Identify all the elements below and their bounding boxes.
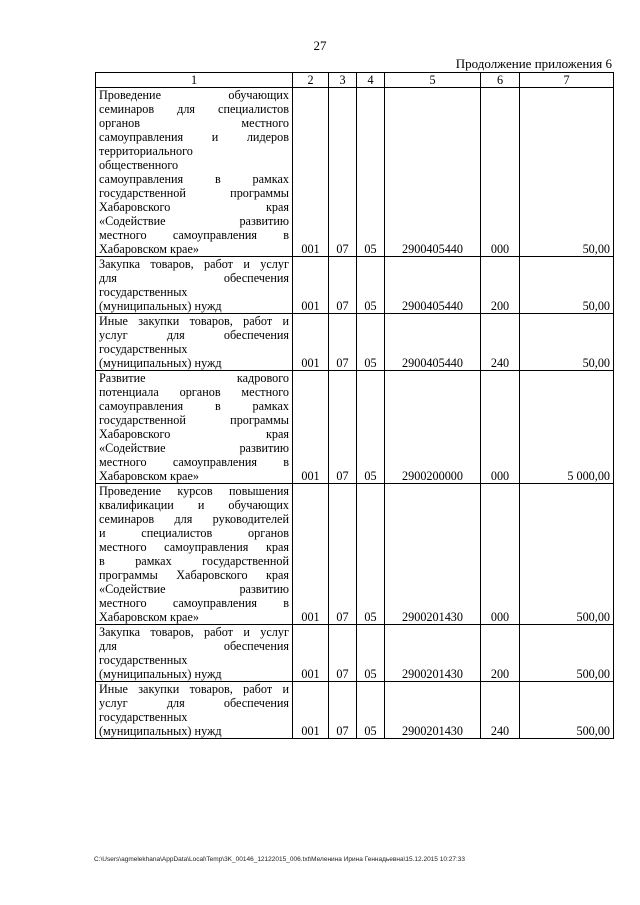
cell-amount: 5 000,00 — [520, 371, 614, 484]
page-number: 27 — [313, 38, 327, 53]
row-name-line: Хабаровском крае» — [99, 610, 199, 624]
cell-amount: 50,00 — [520, 88, 614, 257]
cell-section: 07 — [329, 88, 357, 257]
header-col-7: 7 — [520, 73, 614, 88]
row-name-line: Иные закупки товаров, работ и — [99, 314, 289, 328]
row-name-line: Закупка товаров, работ и услуг — [99, 625, 289, 639]
row-name — [96, 625, 293, 682]
cell-ministry-code: 001 — [293, 625, 329, 682]
cell-subsection: 05 — [357, 314, 385, 371]
row-name-line: самоуправления в рамках — [99, 399, 289, 413]
cell-target-article: 2900405440 — [385, 314, 481, 371]
row-name-line: (муниципальных) нужд — [99, 356, 222, 370]
row-name-line: государственной программы — [99, 413, 289, 427]
table-row — [96, 314, 614, 371]
budget-table — [95, 72, 614, 739]
table-row — [96, 484, 614, 625]
row-name-line: семинаров для специалистов — [99, 102, 289, 116]
header-col-1: 1 — [96, 73, 293, 88]
cell-expense-type: 240 — [481, 314, 520, 371]
row-name-line: органов местного — [99, 116, 289, 130]
row-name-line: государственных — [99, 285, 188, 299]
cell-expense-type: 000 — [481, 371, 520, 484]
row-name-line: в рамках государственной — [99, 554, 289, 568]
row-name-line: местного самоуправления в — [99, 596, 289, 610]
row-name-line: Развитие кадрового — [99, 371, 289, 385]
row-name — [96, 314, 293, 371]
cell-amount: 50,00 — [520, 314, 614, 371]
row-name-line: потенциала органов местного — [99, 385, 289, 399]
row-name-line: Хабаровском крае» — [99, 242, 199, 256]
cell-subsection: 05 — [357, 484, 385, 625]
cell-ministry-code: 001 — [293, 682, 329, 739]
row-name-line: самоуправления в рамках — [99, 172, 289, 186]
header-col-3: 3 — [329, 73, 357, 88]
row-name-line: Хабаровского края — [99, 427, 289, 441]
cell-subsection: 05 — [357, 682, 385, 739]
row-name-line: «Содействие развитию — [99, 214, 289, 228]
cell-target-article: 2900201430 — [385, 625, 481, 682]
row-name-line: Закупка товаров, работ и услуг — [99, 257, 289, 271]
row-name-line: государственных — [99, 342, 188, 356]
cell-section: 07 — [329, 682, 357, 739]
cell-target-article: 2900200000 — [385, 371, 481, 484]
table-row — [96, 88, 614, 257]
row-name-line: самоуправления и лидеров — [99, 130, 289, 144]
cell-target-article: 2900405440 — [385, 257, 481, 314]
cell-expense-type: 000 — [481, 484, 520, 625]
row-name-line: квалификации и обучающих — [99, 498, 289, 512]
row-name-line: территориального — [99, 144, 193, 158]
row-name-line: для обеспечения — [99, 639, 289, 653]
cell-ministry-code: 001 — [293, 314, 329, 371]
row-name-line: услуг для обеспечения — [99, 696, 289, 710]
cell-expense-type: 240 — [481, 682, 520, 739]
row-name-line: для обеспечения — [99, 271, 289, 285]
header-col-4: 4 — [357, 73, 385, 88]
cell-ministry-code: 001 — [293, 484, 329, 625]
cell-section: 07 — [329, 371, 357, 484]
header-col-2: 2 — [293, 73, 329, 88]
row-name-line: (муниципальных) нужд — [99, 724, 222, 738]
file-path-footer: C:\Users\agmelekhana\AppData\Local\Temp\3K_00146_12122015_006.txt\Меленина Ирина Геннадьевна\15.12.2015 10:27:33 — [94, 856, 466, 863]
cell-subsection: 05 — [357, 257, 385, 314]
row-name-line: Проведение обучающих — [99, 88, 289, 102]
row-name-line: государственной программы — [99, 186, 289, 200]
cell-ministry-code: 001 — [293, 257, 329, 314]
row-name — [96, 484, 293, 625]
header-col-6: 6 — [481, 73, 520, 88]
cell-subsection: 05 — [357, 88, 385, 257]
row-name — [96, 257, 293, 314]
continuation-caption: Продолжение приложения 6 — [455, 56, 612, 71]
row-name-line: общественного — [99, 158, 179, 172]
cell-subsection: 05 — [357, 371, 385, 484]
row-name-line: (муниципальных) нужд — [99, 299, 222, 313]
row-name-line: государственных — [99, 653, 188, 667]
row-name-line: местного самоуправления в — [99, 455, 289, 469]
table-row — [96, 625, 614, 682]
cell-target-article: 2900201430 — [385, 484, 481, 625]
table-row — [96, 371, 614, 484]
cell-amount: 500,00 — [520, 484, 614, 625]
header-col-5: 5 — [385, 73, 481, 88]
row-name-line: государственных — [99, 710, 188, 724]
cell-amount: 500,00 — [520, 682, 614, 739]
cell-section: 07 — [329, 625, 357, 682]
row-name-line: услуг для обеспечения — [99, 328, 289, 342]
row-name-line: (муниципальных) нужд — [99, 667, 222, 681]
row-name-line: Проведение курсов повышения — [99, 484, 289, 498]
row-name-line: «Содействие развитию — [99, 582, 289, 596]
row-name-line: Иные закупки товаров, работ и — [99, 682, 289, 696]
row-name-line: местного самоуправления края — [99, 540, 289, 554]
cell-section: 07 — [329, 257, 357, 314]
row-name-line: семинаров для руководителей — [99, 512, 289, 526]
table-row — [96, 682, 614, 739]
cell-expense-type: 200 — [481, 257, 520, 314]
cell-ministry-code: 001 — [293, 88, 329, 257]
cell-expense-type: 200 — [481, 625, 520, 682]
table-row — [96, 257, 614, 314]
cell-amount: 500,00 — [520, 625, 614, 682]
row-name-line: Хабаровском крае» — [99, 469, 199, 483]
header-row — [96, 73, 614, 88]
row-name-line: «Содействие развитию — [99, 441, 289, 455]
cell-section: 07 — [329, 484, 357, 625]
cell-section: 07 — [329, 314, 357, 371]
row-name — [96, 371, 293, 484]
row-name-line: местного самоуправления в — [99, 228, 289, 242]
row-name — [96, 682, 293, 739]
cell-amount: 50,00 — [520, 257, 614, 314]
cell-ministry-code: 001 — [293, 371, 329, 484]
cell-expense-type: 000 — [481, 88, 520, 257]
row-name — [96, 88, 293, 257]
cell-target-article: 2900405440 — [385, 88, 481, 257]
row-name-line: и специалистов органов — [99, 526, 289, 540]
row-name-line: Хабаровского края — [99, 200, 289, 214]
cell-subsection: 05 — [357, 625, 385, 682]
cell-target-article: 2900201430 — [385, 682, 481, 739]
row-name-line: программы Хабаровского края — [99, 568, 289, 582]
